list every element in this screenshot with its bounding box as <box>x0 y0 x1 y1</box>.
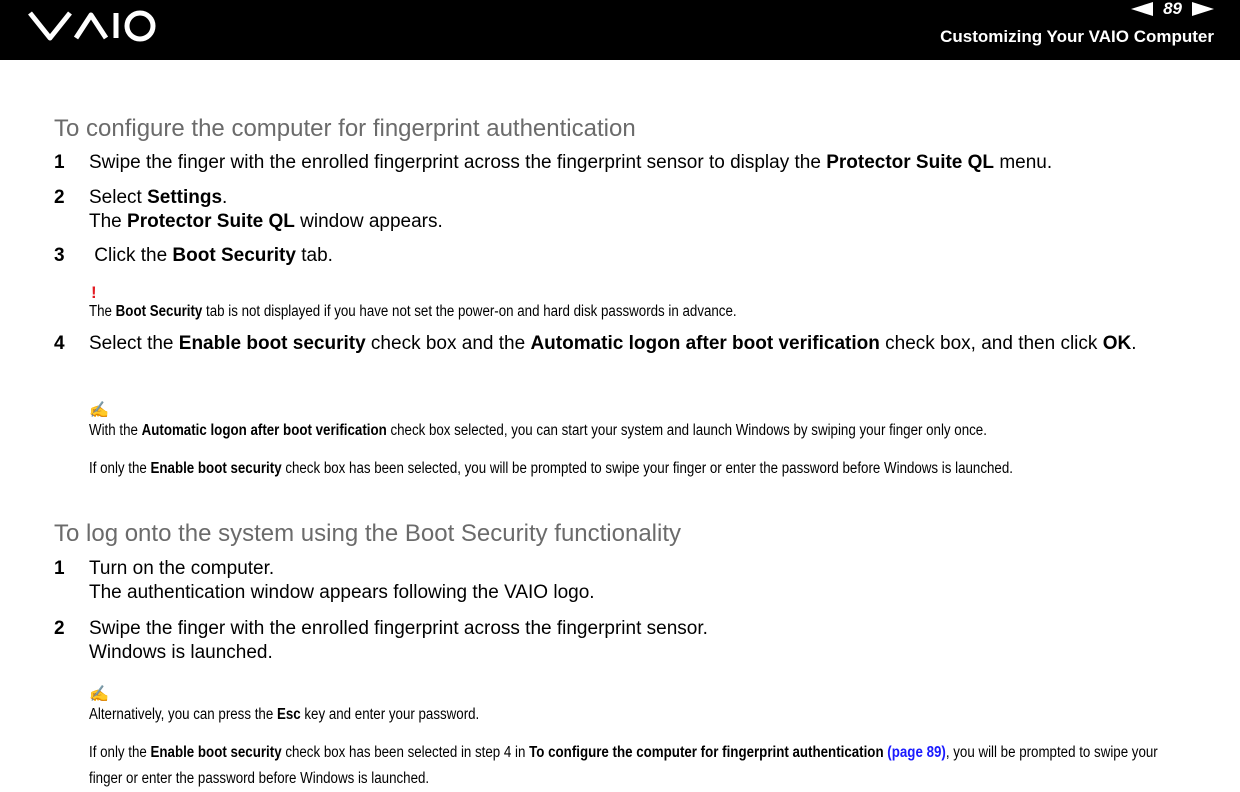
step-number: 2 <box>54 618 65 639</box>
right-arrow-icon[interactable] <box>1192 2 1214 16</box>
vaio-logo <box>28 8 158 44</box>
warning-note: The Boot Security tab is not displayed if you have not set the power-on and hard disk passwords in advance. <box>89 303 737 320</box>
exclamation-icon: ! <box>91 283 97 302</box>
step-number: 1 <box>54 152 65 173</box>
note-text: With the Automatic logon after boot verification check box selected, you can start your system and launch Windows by swiping your finger only once. <box>89 422 987 439</box>
pencil-note-icon: ✍ <box>89 402 109 419</box>
note-text: If only the Enable boot security check box has been selected, you will be prompted to swipe your finger or enter the password before Windows is launched. <box>89 460 1013 477</box>
step-number: 1 <box>54 558 65 579</box>
procedure-heading: To log onto the system using the Boot Security functionality <box>54 520 682 547</box>
procedure-heading: To configure the computer for fingerprint authentication <box>54 115 636 142</box>
step-number: 4 <box>54 333 65 354</box>
section-title: Customizing Your VAIO Computer <box>940 27 1214 46</box>
page-navigation <box>1131 0 1214 18</box>
page-header <box>0 0 1240 60</box>
note-text: If only the Enable boot security check box has been selected in step 4 in To configure the computer for fingerprint authentication (page 89), you will be prompted to swipe your finger or enter the password before Windows is launched. <box>89 744 1158 787</box>
page-number: 89 <box>1163 0 1182 18</box>
page-link[interactable]: (page 89) <box>887 744 946 761</box>
step-number: 3 <box>54 245 65 266</box>
step-number: 2 <box>54 187 65 208</box>
note-text: Alternatively, you can press the Esc key and enter your password. <box>89 706 480 723</box>
left-arrow-icon[interactable] <box>1131 2 1153 16</box>
pencil-note-icon: ✍ <box>89 686 109 703</box>
